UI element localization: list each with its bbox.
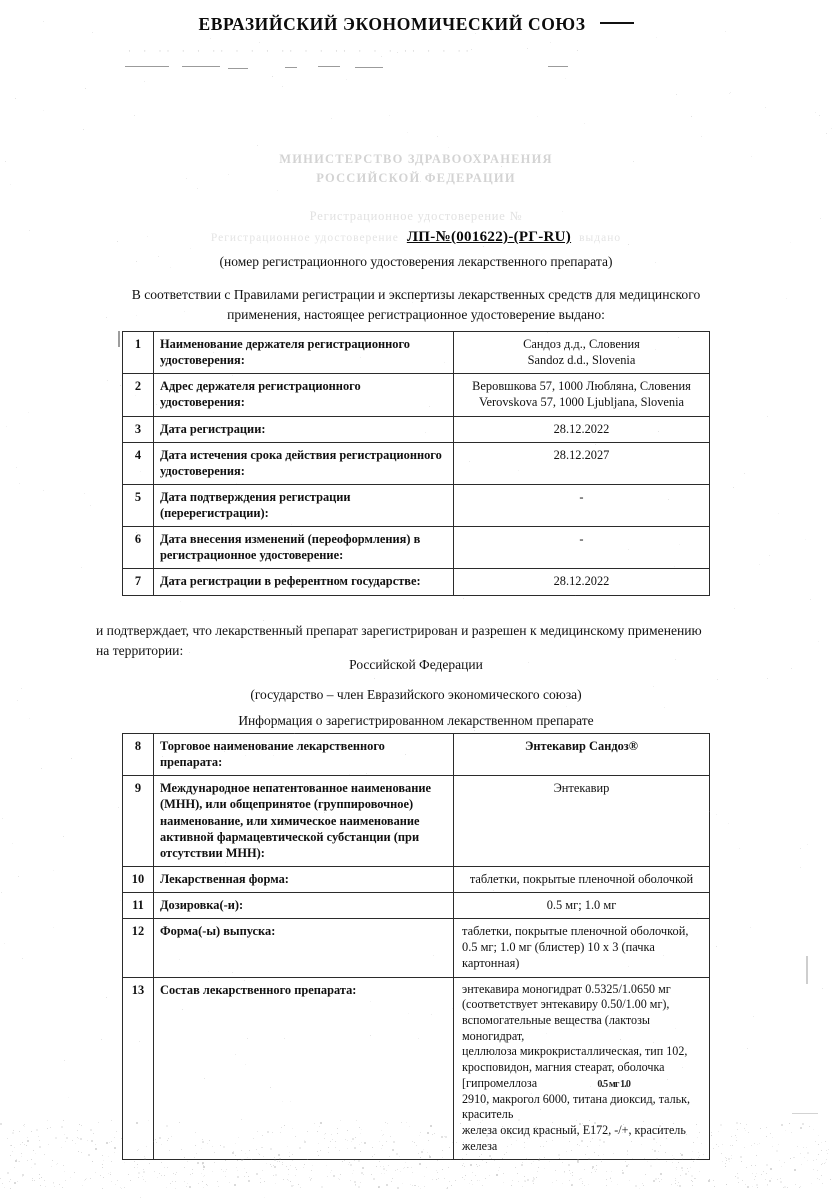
certificate-heading-label: Регистрационное удостоверение №: [309, 209, 523, 223]
row-label: Дата регистрации в референтном государстве:: [154, 569, 454, 595]
row-value: [454, 442, 710, 484]
registration-number-caption: (номер регистрационного удостоверения лекарственного препарата): [219, 254, 613, 269]
ministry-line-1: МИНИСТЕРСТВО ЗДРАВООХРАНЕНИЯ: [279, 152, 553, 166]
overprint-artifact: 0.5 мг 1.0: [597, 1078, 631, 1090]
row-value: [454, 332, 710, 374]
row-number: 1: [123, 332, 154, 374]
row-value-line: вспомогательные вещества (лактозы моногидрат,: [462, 1012, 651, 1043]
table-row: [123, 919, 710, 977]
row-label: Состав лекарственного препарата:: [154, 977, 454, 1160]
row-number: 8: [123, 734, 154, 776]
row-label: Лекарственная форма:: [154, 866, 454, 892]
table-row: [123, 866, 710, 892]
table-row: [123, 416, 710, 442]
ministry-line-2: РОССИЙСКОЙ ФЕДЕРАЦИИ: [316, 170, 516, 185]
intro-line-2: применения, настоящее регистрационное удостоверение выдано:: [227, 306, 605, 322]
scan-smudge-line: [182, 66, 220, 67]
confirmation-line-2: на территории:: [96, 642, 184, 658]
row-number: 9: [123, 776, 154, 867]
table-row: [123, 569, 710, 595]
row-value-line: энтекавира моногидрат 0.5325/1.0650 мг: [462, 981, 671, 996]
scan-smudge-line: [125, 66, 169, 67]
table-row: [123, 442, 710, 484]
row-value-line: Энтекавир Сандоз®: [524, 739, 639, 753]
row-value-line: -: [579, 532, 584, 547]
row-label: Дата истечения срока действия регистрационного удостоверения:: [154, 442, 454, 484]
row-number: 10: [123, 866, 154, 892]
row-value: [454, 893, 710, 919]
scan-smudge-line: [228, 68, 248, 69]
row-value: [454, 527, 710, 569]
intro-line-1: В соответствии с Правилами регистрации и экспертизы лекарственных средств для медицинского: [131, 287, 701, 302]
table-row: [123, 332, 710, 374]
country-name: Российской Федерации: [349, 657, 483, 672]
row-value: [454, 569, 710, 595]
row-value-line: кросповидон, магния стеарат, оболочка [гипромеллоза: [462, 1060, 665, 1090]
registration-number-row: [0, 228, 832, 246]
scan-smudge-line: [285, 67, 297, 68]
row-value-line: целлюлоза микрокристаллическая, тип 102,: [462, 1044, 688, 1059]
scan-smudge-line: [548, 66, 568, 67]
row-value-line: -: [579, 489, 584, 504]
page-title: ЕВРАЗИЙСКИЙ ЭКОНОМИЧЕСКИЙ СОЮЗ: [198, 14, 586, 34]
row-value-line: Sandoz d.d., Slovenia: [527, 353, 636, 368]
row-label: Адрес держателя регистрационного удостоверения:: [154, 374, 454, 416]
page-edge-mark: [118, 331, 120, 347]
scan-smudge-line: [355, 67, 383, 68]
row-value: [454, 416, 710, 442]
row-number: 3: [123, 416, 154, 442]
row-value-line: 2910, макрогол 6000, титана диоксид, тальк, краситель: [462, 1091, 691, 1122]
row-value: [454, 919, 710, 977]
row-label: Форма(-ы) выпуска:: [154, 919, 454, 977]
scan-smudge-line: [318, 66, 340, 67]
row-number: 7: [123, 569, 154, 595]
row-value: [454, 484, 710, 526]
certificate-heading: [0, 207, 832, 226]
row-value-line: железа оксид красный, E172, -/+, краситель железа: [462, 1122, 686, 1153]
table-row: [123, 893, 710, 919]
row-value-line: Сандоз д.д., Словения: [523, 337, 640, 351]
row-number: 11: [123, 893, 154, 919]
header-rule-icon: [600, 22, 634, 24]
document-header: [0, 14, 832, 35]
confirmation-line-1: и подтверждает, что лекарственный препарат зарегистрирован и разрешен к медицинскому применению: [96, 623, 702, 638]
row-number: 13: [123, 977, 154, 1160]
row-value: [454, 776, 710, 867]
section-title: Информация о зарегистрированном лекарственном препарате: [238, 713, 594, 728]
row-value: [454, 734, 710, 776]
row-number: 6: [123, 527, 154, 569]
table1-body: [123, 332, 710, 596]
row-value-line: Энтекавир: [553, 781, 610, 796]
table-row: [123, 776, 710, 867]
row-label: Торговое наименование лекарственного препарата:: [154, 734, 454, 776]
row-number: 2: [123, 374, 154, 416]
scan-noise-band: [0, 1118, 832, 1196]
table-row: [123, 734, 710, 776]
row-label: Дата внесения изменений (переоформления) в регистрационное удостоверение:: [154, 527, 454, 569]
registration-number-ghost-left: Регистрационное удостоверение: [210, 232, 399, 244]
row-label: Дата подтверждения регистрации (перерегистрации):: [154, 484, 454, 526]
registration-number: ЛП-№(001622)-(РГ-RU): [406, 229, 572, 245]
row-value-line: таблетки, покрытые пленочной оболочкой,: [462, 924, 689, 939]
row-value-line: 0.5 мг; 1.0 мг (блистер) 10 х 3 (пачка картонная): [462, 940, 655, 971]
intro-paragraph: [96, 285, 736, 324]
row-value-line: 0.5 мг; 1.0 мг: [546, 898, 617, 912]
product-information-table: [122, 733, 710, 1160]
table-row: [123, 527, 710, 569]
row-number: 12: [123, 919, 154, 977]
page-edge-mark: [806, 956, 808, 984]
table2-body: [123, 734, 710, 1160]
table-row: [123, 484, 710, 526]
row-value: [454, 866, 710, 892]
registration-holder-table: [122, 331, 710, 596]
table-row: [123, 374, 710, 416]
page-edge-mark: [792, 1113, 818, 1114]
registration-number-ghost-right: выдано: [579, 232, 622, 244]
row-label: Дозировка(-и):: [154, 893, 454, 919]
row-value-line: Веровшкова 57, 1000 Любляна, Словения: [472, 379, 691, 394]
ministry-heading: [0, 150, 832, 188]
row-label: Дата регистрации:: [154, 416, 454, 442]
row-value: [454, 374, 710, 416]
scan-smudge-dots: · · ·· · · ·· · · · ·· · · ·· · · · ·· · · ··: [128, 46, 474, 56]
row-value-line: 28.12.2022: [553, 574, 610, 589]
row-value-line: 28.12.2022: [553, 421, 610, 436]
row-number: 4: [123, 442, 154, 484]
row-value-line: таблетки, покрытые пленочной оболочкой: [469, 871, 694, 886]
row-label: Наименование держателя регистрационного удостоверения:: [154, 332, 454, 374]
row-value-line: Verovskova 57, 1000 Ljubljana, Slovenia: [478, 395, 685, 410]
row-value-line: (соответствует энтекавиру 0.50/1.00 мг),: [462, 997, 670, 1012]
row-value-line: 28.12.2027: [553, 447, 610, 462]
row-label: Международное непатентованное наименование (МНН), или общепринятое (группировочное) наименование, или химическое наименование активной фармацевтической субстанции (при отсутствии МНН):: [154, 776, 454, 867]
country-caption: (государство – член Евразийского экономического союза): [250, 687, 582, 702]
row-number: 5: [123, 484, 154, 526]
